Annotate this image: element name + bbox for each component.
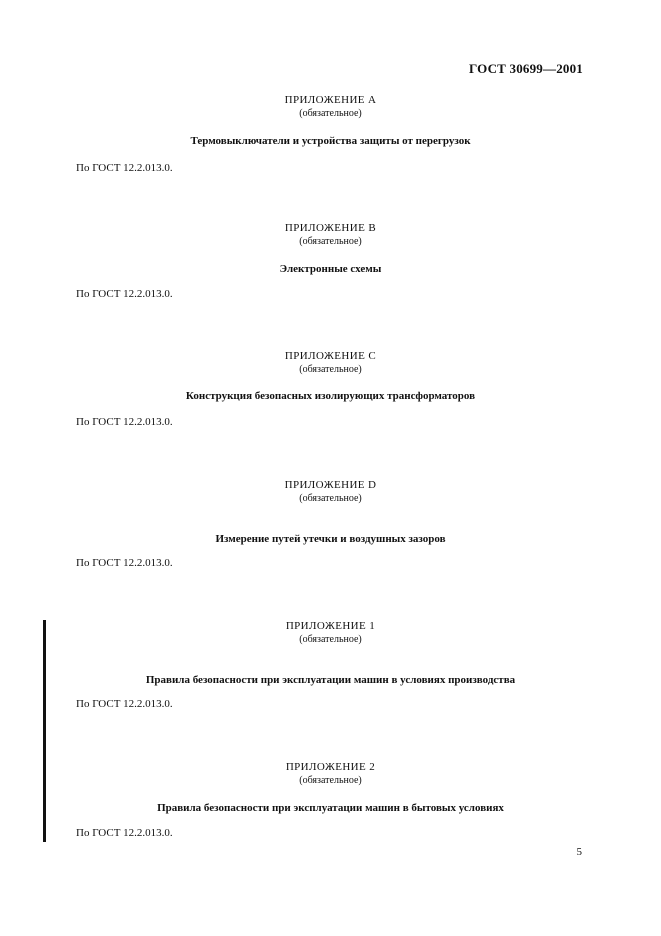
page-number: 5 [576,846,582,858]
annex-status: (обязательное) [299,493,362,504]
annex-heading: Термовыключатели и устройства защиты от перегрузок [190,135,471,147]
annex-status: (обязательное) [299,364,362,375]
annex-heading: Электронные схемы [279,263,382,275]
annex-reference: По ГОСТ 12.2.013.0. [76,827,173,839]
annex-reference: По ГОСТ 12.2.013.0. [76,698,173,710]
annex-heading: Правила безопасности при эксплуатации машин в условиях производства [145,674,516,686]
annex-title: ПРИЛОЖЕНИЕ А [284,94,377,106]
document-number: ГОСТ 30699—2001 [468,61,583,76]
annex-title: ПРИЛОЖЕНИЕ В [284,222,377,234]
annex-heading: Конструкция безопасных изолирующих трансформаторов [185,390,476,402]
annex-title: ПРИЛОЖЕНИЕ 1 [285,620,376,632]
annex-title: ПРИЛОЖЕНИЕ С [284,350,377,362]
annex-reference: По ГОСТ 12.2.013.0. [76,416,173,428]
annex-status: (обязательное) [299,634,362,645]
annex-heading: Правила безопасности при эксплуатации машин в бытовых условиях [157,802,504,814]
annex-reference: По ГОСТ 12.2.013.0. [76,557,173,569]
annex-status: (обязательное) [299,236,362,247]
annex-heading: Измерение путей утечки и воздушных зазоров [215,533,446,545]
annex-status: (обязательное) [299,775,362,786]
annex-reference: По ГОСТ 12.2.013.0. [76,288,173,300]
annex-reference: По ГОСТ 12.2.013.0. [76,162,173,174]
annex-title: ПРИЛОЖЕНИЕ D [284,479,377,491]
annex-title: ПРИЛОЖЕНИЕ 2 [285,761,376,773]
annex-status: (обязательное) [299,108,362,119]
